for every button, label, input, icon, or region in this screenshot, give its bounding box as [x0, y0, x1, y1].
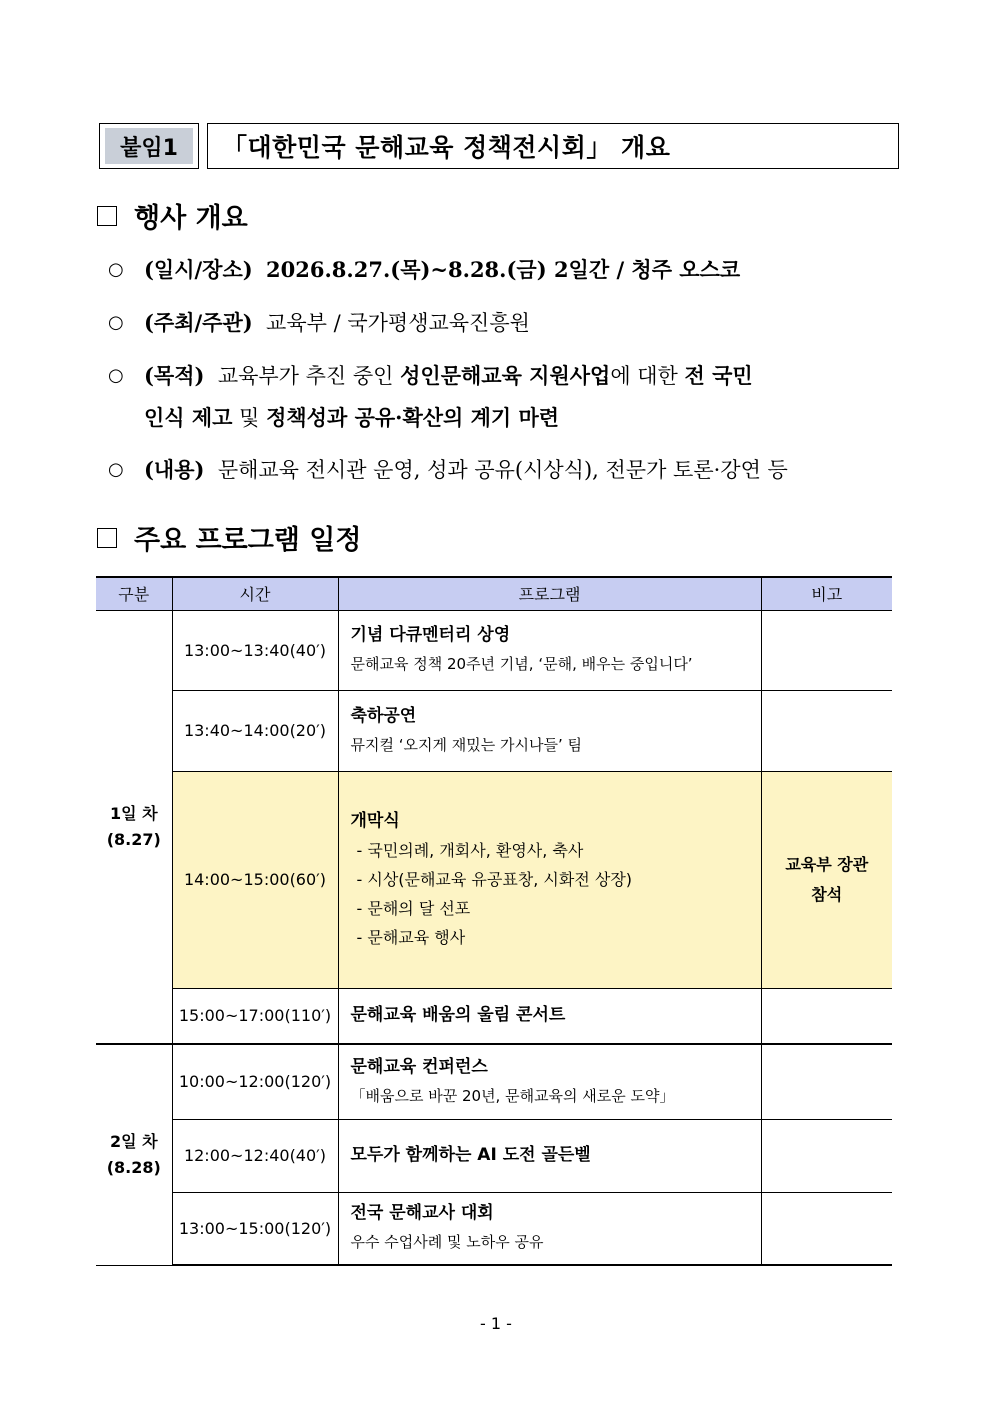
table-row	[96, 1192, 892, 1265]
item-text: 2026.8.27.(목)~8.28.(금) 2일간 / 청주 오스코	[266, 257, 741, 282]
table-header-row	[96, 577, 892, 610]
circle-bullet-icon: ○	[108, 459, 124, 480]
program-cell	[338, 1044, 761, 1119]
circle-bullet-icon: ○	[108, 259, 124, 280]
column-header: 비고	[761, 577, 892, 610]
day-date: (8.28)	[106, 1157, 161, 1177]
note-cell	[761, 1119, 892, 1192]
day-label: 1일 차	[109, 803, 158, 823]
table-row	[96, 690, 892, 771]
program-subtitle: 뮤지컬 ‘오지게 재밌는 가시나들’ 팀	[350, 735, 582, 754]
program-title: 축하공연	[350, 705, 417, 726]
section-heading-schedule	[97, 518, 361, 557]
program-cell	[338, 988, 761, 1044]
day-cell-2	[96, 1044, 172, 1265]
column-header: 시간	[172, 577, 338, 610]
day-date: (8.27)	[106, 829, 161, 849]
note-cell	[761, 1192, 892, 1265]
overview-item-schedule	[108, 249, 898, 291]
note-cell	[761, 771, 892, 988]
time-cell: 13:00~13:40(40′)	[172, 610, 338, 690]
table-row	[96, 610, 892, 690]
item-label: (주최/주관)	[144, 310, 253, 335]
item-emphasis: 정책성과 공유·확산의 계기 마련	[266, 405, 560, 430]
time-cell: 10:00~12:00(120′)	[172, 1044, 338, 1119]
section-heading-overview	[97, 196, 248, 235]
overview-item-purpose	[108, 355, 898, 439]
overview-item-content	[108, 449, 898, 491]
item-label: (일시/장소)	[144, 257, 253, 282]
item-label: (내용)	[144, 457, 205, 482]
program-cell	[338, 1119, 761, 1192]
program-cell	[338, 610, 761, 690]
table-row	[96, 1119, 892, 1192]
checkbox-square-icon	[97, 528, 117, 548]
overview-item-host	[108, 302, 898, 344]
time-cell: 14:00~15:00(60′)	[172, 771, 338, 988]
item-text: 및	[232, 406, 267, 430]
section-title: 주요 프로그램 일정	[134, 525, 362, 556]
program-title: 문해교육 배움의 울림 콘서트	[350, 1005, 566, 1026]
item-text: 교육부 / 국가평생교육진흥원	[266, 311, 530, 335]
note-text: 참석	[811, 884, 843, 904]
program-list-item: - 문해교육 행사	[356, 928, 466, 947]
day-label: 2일 차	[109, 1131, 158, 1151]
program-title: 전국 문해교사 대회	[350, 1203, 494, 1224]
note-cell	[761, 690, 892, 771]
program-title: 기념 다큐멘터리 상영	[350, 625, 511, 645]
item-text: 에 대한	[610, 364, 685, 388]
program-title: 모두가 함께하는 AI 도전 골든벨	[350, 1145, 591, 1165]
day-cell-1	[96, 610, 172, 1044]
attachment-label-box	[99, 123, 199, 169]
program-subtitle: 문해교육 정책 20주년 기념, ‘문해, 배우는 중입니다’	[350, 655, 693, 673]
program-cell	[338, 1192, 761, 1265]
table-row-highlighted	[96, 771, 892, 988]
note-cell	[761, 988, 892, 1044]
schedule-table	[96, 576, 892, 1266]
page-number: - 1 -	[480, 1314, 512, 1333]
item-emphasis: 인식 제고	[144, 405, 233, 430]
item-label: (목적)	[144, 363, 205, 388]
program-list-item: - 시상(문해교육 유공표창, 시화전 상장)	[356, 870, 633, 889]
time-cell: 12:00~12:40(40′)	[172, 1119, 338, 1192]
program-list-item: - 문해의 달 선포	[356, 899, 471, 918]
table-row	[96, 988, 892, 1044]
item-emphasis: 성인문해교육 지원사업	[400, 363, 611, 388]
item-text: 교육부가 추진 중인	[217, 364, 401, 388]
time-cell: 13:00~15:00(120′)	[172, 1192, 338, 1265]
program-title: 개막식	[350, 811, 400, 831]
circle-bullet-icon: ○	[108, 365, 124, 386]
program-subtitle: 우수 수업사례 및 노하우 공유	[350, 1233, 544, 1252]
item-text: 문해교육 전시관 운영, 성과 공유(시상식), 전문가 토론·강연 등	[217, 458, 788, 482]
circle-bullet-icon: ○	[108, 312, 124, 333]
time-cell: 13:40~14:00(20′)	[172, 690, 338, 771]
note-cell	[761, 610, 892, 690]
note-cell	[761, 1044, 892, 1119]
time-cell: 15:00~17:00(110′)	[172, 988, 338, 1044]
program-title: 문해교육 컨퍼런스	[350, 1056, 488, 1077]
checkbox-square-icon	[97, 206, 117, 226]
attachment-label: 붙임1	[105, 128, 193, 164]
title-row	[99, 123, 899, 169]
table-row	[96, 1044, 892, 1119]
document-title: 「대한민국 문해교육 정책전시회」 개요	[207, 123, 899, 169]
column-header: 구분	[96, 577, 172, 610]
note-text: 교육부 장관	[785, 854, 869, 874]
program-list-item: - 국민의례, 개회사, 환영사, 축사	[356, 841, 584, 860]
program-subtitle: 「배움으로 바꾼 20년, 문해교육의 새로운 도약」	[350, 1086, 675, 1105]
program-cell	[338, 771, 761, 988]
section-title: 행사 개요	[134, 203, 248, 234]
column-header: 프로그램	[338, 577, 761, 610]
item-emphasis: 전 국민	[684, 363, 753, 388]
program-cell	[338, 690, 761, 771]
